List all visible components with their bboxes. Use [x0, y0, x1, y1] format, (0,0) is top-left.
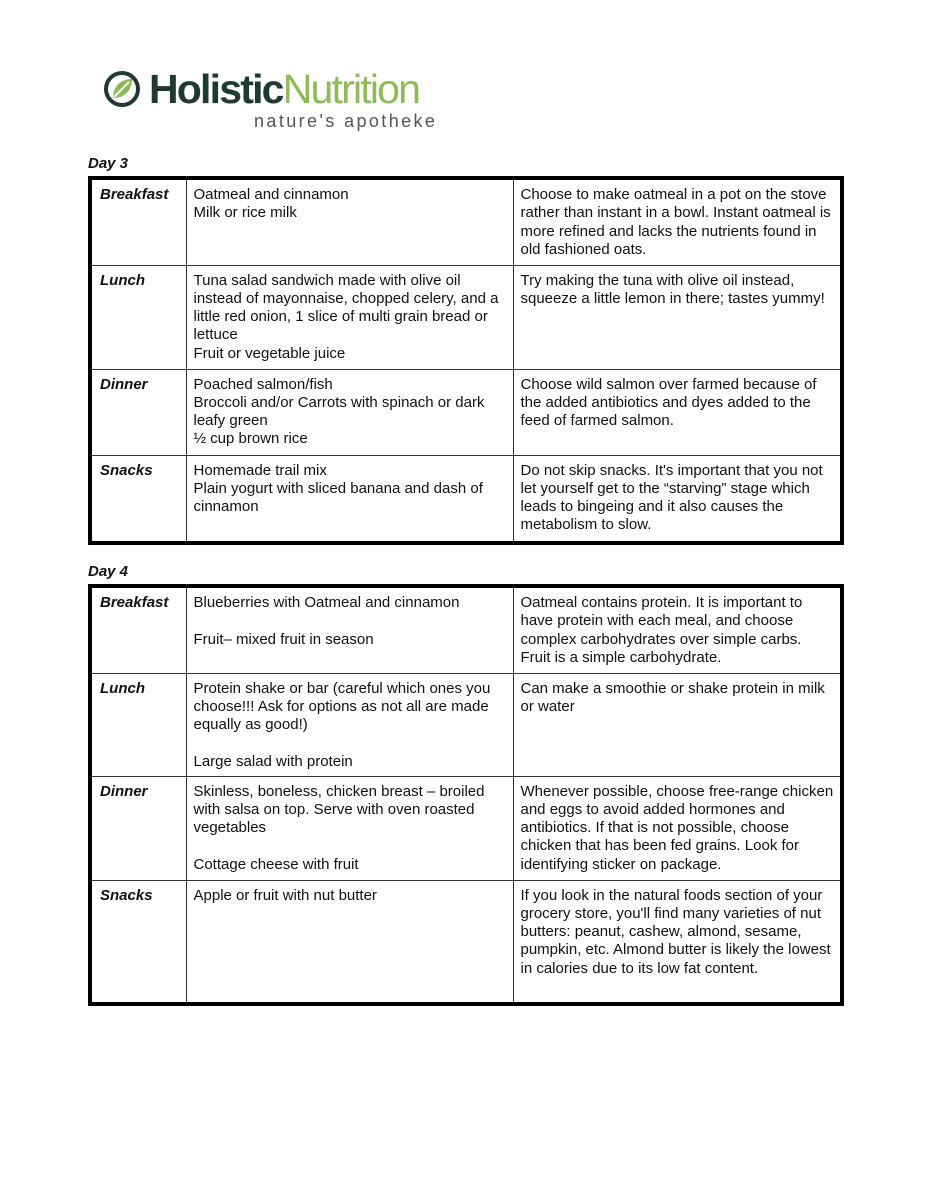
table-row [90, 673, 842, 776]
food-item: Milk or rice milk [193, 204, 297, 222]
food-item: Skinless, boneless, chicken breast – broiled with salsa on top. Serve with oven roasted vegetables [193, 782, 485, 837]
day-heading: Day 3 [88, 155, 129, 172]
note-cell [513, 455, 842, 543]
food-cell [186, 880, 513, 1004]
table-row [90, 776, 842, 880]
note-cell [513, 673, 842, 776]
food-item: Blueberries with Oatmeal and cinnamon [193, 594, 460, 611]
meal-name-cell: Lunch [90, 673, 186, 776]
table-row [90, 265, 842, 369]
food-item: Homemade trail mix [193, 461, 327, 479]
note-cell [513, 776, 842, 880]
food-cell [186, 673, 513, 776]
holistic-nutrition-logo [104, 68, 484, 138]
meal-plan-table-day-4 [88, 584, 844, 1006]
note-cell [513, 178, 842, 265]
meal-name-cell: Lunch [90, 265, 186, 369]
food-item: Plain yogurt with sliced banana and dash of cinnamon [193, 479, 483, 516]
leaf-logo-icon [104, 71, 140, 107]
table-row [90, 880, 842, 1004]
meal-note: Try making the tuna with olive oil instead, squeeze a little lemon in there; tastes yummy! [520, 271, 825, 307]
logo-title [149, 66, 419, 112]
food-item: Protein shake or bar (careful which ones you choose!!! Ask for options as not all are made equally as good!) [193, 679, 491, 734]
food-cell [186, 369, 513, 455]
meal-name-cell: Dinner [90, 369, 186, 455]
food-item: Apple or fruit with nut butter [193, 886, 377, 904]
meal-name-cell: Breakfast [90, 178, 186, 265]
meal-plan-table-day-3 [88, 176, 844, 545]
food-item: Fruit or vegetable juice [193, 344, 346, 362]
food-cell [186, 776, 513, 880]
food-cell [186, 178, 513, 265]
food-item: Large salad with protein [193, 752, 353, 770]
table-row [90, 178, 842, 265]
meal-note: If you look in the natural foods section of your grocery store, you'll find many varieties of nut butters: peanut, cashew, almond, sesame, pumpkin, etc. Almond butter is likely the lowest in calories due to its low fat content. [520, 886, 831, 977]
note-cell [513, 369, 842, 455]
food-item: Broccoli and/or Carrots with spinach or dark leafy green [193, 393, 485, 430]
meal-note: Can make a smoothie or shake protein in milk or water [520, 679, 825, 715]
meal-name-cell: Dinner [90, 776, 186, 880]
table-row [90, 455, 842, 543]
food-item: Tuna salad sandwich made with olive oil instead of mayonnaise, chopped celery, and a little red onion, 1 slice of multi grain bread or lettuce [193, 271, 499, 344]
food-item: Poached salmon/fish [193, 375, 333, 393]
table-row [90, 586, 842, 673]
meal-note: Choose wild salmon over farmed because of the added antibiotics and dyes added to the feed of farmed salmon. [520, 375, 817, 430]
meal-note: Choose to make oatmeal in a pot on the stove rather than instant in a bowl. Instant oatmeal is more refined and lacks the nutrients found in old fashioned oats. [520, 186, 831, 258]
food-item: Cottage cheese with fruit [193, 855, 359, 873]
note-cell [513, 265, 842, 369]
food-item: ½ cup brown rice [193, 430, 308, 448]
meal-name-cell: Snacks [90, 880, 186, 1004]
meal-note: Do not skip snacks. It's important that you not let yourself get to the “starving” stage which leads to bingeing and it also causes the metabolism to slow. [520, 461, 823, 534]
day-heading: Day 4 [88, 563, 129, 580]
meal-name-cell: Breakfast [90, 586, 186, 673]
note-cell [513, 880, 842, 1004]
logo-title-holistic: Holistic [149, 66, 283, 112]
meal-note: Whenever possible, choose free-range chicken and eggs to avoid added hormones and antibiotics. If that is not possible, choose chicken that has been fed grains. Look for identifying sticker on package. [520, 782, 834, 873]
food-cell [186, 455, 513, 543]
food-cell [186, 265, 513, 369]
logo-title-nutrition: Nutrition [282, 66, 420, 112]
note-cell [513, 586, 842, 673]
meal-note: Oatmeal contains protein. It is important to have protein with each meal, and choose complex carbohydrates over simple carbs. Fruit is a simple carbohydrate. [520, 594, 803, 666]
meal-name-cell: Snacks [90, 455, 186, 543]
food-item: Oatmeal and cinnamon [193, 186, 349, 203]
food-cell [186, 586, 513, 673]
table-row [90, 369, 842, 455]
logo-tagline: nature's apotheke [254, 111, 438, 131]
food-item: Fruit– mixed fruit in season [193, 630, 374, 648]
